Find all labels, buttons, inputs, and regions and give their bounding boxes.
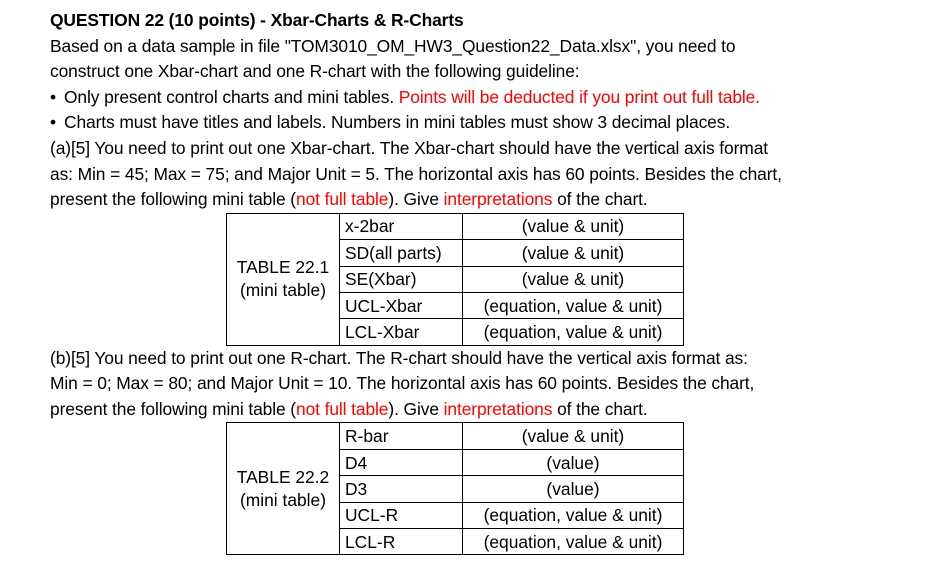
part-b-line-3-pre: present the following mini table ( [50,398,296,419]
table-key-cell: R-bar [340,423,463,449]
part-a-line-3-mid: ). Give [388,189,444,210]
intro-line-2: construct one Xbar-chart and one R-chart with the following guideline: [50,61,580,82]
table-value-cell: (equation, value & unit) [463,292,684,318]
bullet-1-text: Only present control charts and mini tables. [64,86,395,107]
table-label-line-2: (mini table) [239,489,326,510]
part-b-line-3-post: of the chart. [552,398,648,419]
table-value-cell: (value & unit) [463,423,684,449]
part-b-line-3 [50,397,920,423]
mini-table-22-2 [226,422,684,555]
table-value-cell: (value & unit) [463,213,684,239]
question-document [50,8,920,555]
intro-line-1: Based on a data sample in file "TOM3010_OM_HW3_Question22_Data.xlsx", you need to [50,35,736,56]
table-label-line-2: (mini table) [239,280,326,301]
part-b-not-full-table: not full table [296,398,389,419]
part-a-interpretations: interpretations [443,189,553,210]
table-label-line-1: TABLE 22.2 [236,466,330,487]
question-title: QUESTION 22 (10 points) - Xbar-Charts & R-Charts [50,10,464,30]
table-key-cell: LCL-Xbar [340,319,463,345]
table-value-cell: (value & unit) [463,266,684,292]
part-a-line-3-pre: present the following mini table ( [50,189,296,210]
table-value-cell: (equation, value & unit) [463,529,684,555]
table-key-cell: UCL-R [340,502,463,528]
table-value-cell: (value & unit) [463,240,684,266]
bullet-2 [50,110,920,136]
part-a-line-1: (a)[5] You need to print out one Xbar-chart. The Xbar-chart should have the vertical axis format [50,137,768,158]
table-key-cell: SD(all parts) [340,240,463,266]
part-b-line-3-mid: ). Give [388,398,444,419]
table-key-cell: SE(Xbar) [340,266,463,292]
bullet-icon: • [50,112,56,133]
table-row [227,213,684,239]
table-key-cell: D3 [340,476,463,502]
part-a-line-3-post: of the chart. [552,189,648,210]
bullet-1-warning: Points will be deducted if you print out full table. [398,86,760,107]
table-label-line-1: TABLE 22.1 [236,257,330,278]
table-label [227,423,340,555]
bullet-1 [50,85,920,111]
part-a-line-2: as: Min = 45; Max = 75; and Major Unit = 5. The horizontal axis has 60 points. Besides the chart, [50,163,782,184]
part-b-interpretations: interpretations [443,398,553,419]
mini-table-22-1 [226,213,684,346]
bullet-2-text: Charts must have titles and labels. Numbers in mini tables must show 3 decimal places. [64,112,731,133]
table-value-cell: (equation, value & unit) [463,502,684,528]
table-row [227,423,684,449]
table-key-cell: UCL-Xbar [340,292,463,318]
table-key-cell: LCL-R [340,529,463,555]
table-value-cell: (equation, value & unit) [463,319,684,345]
table-key-cell: x-2bar [340,213,463,239]
part-b-line-1: (b)[5] You need to print out one R-chart. The R-chart should have the vertical axis format as: [50,347,748,368]
bullet-icon: • [50,86,56,107]
table-key-cell: D4 [340,449,463,475]
part-b-line-2: Min = 0; Max = 80; and Major Unit = 10. The horizontal axis has 60 points. Besides the chart, [50,373,755,394]
table-value-cell: (value) [463,449,684,475]
part-a-not-full-table: not full table [296,189,389,210]
table-value-cell: (value) [463,476,684,502]
table-label [227,213,340,345]
part-a-line-3 [50,187,920,213]
